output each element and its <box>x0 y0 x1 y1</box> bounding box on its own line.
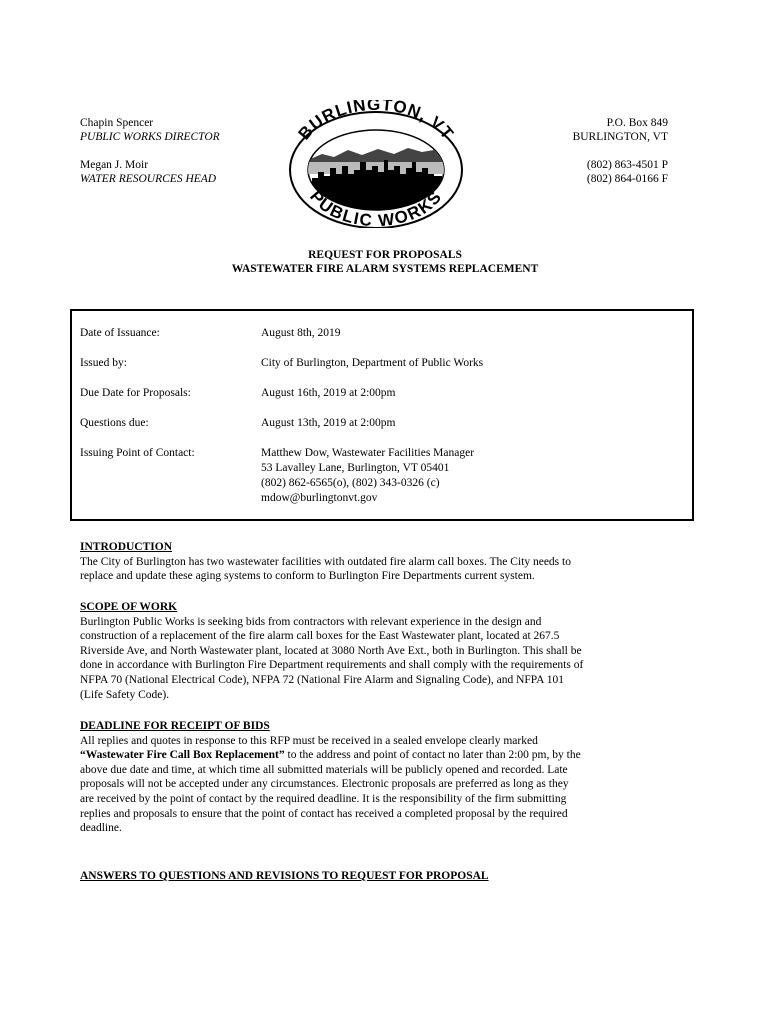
issuance-label: Date of Issuance: <box>80 327 160 339</box>
introduction-section <box>80 540 692 584</box>
svg-text:BURLINGTON, VT: BURLINGTON, VT <box>294 100 458 144</box>
po-box: P.O. Box 849 <box>606 117 668 129</box>
due-date-value: August 16th, 2019 at 2:00pm <box>261 387 396 399</box>
issuance-value: August 8th, 2019 <box>261 327 341 339</box>
scope-line: Burlington Public Works is seeking bids from contractors with relevant experience in the design and <box>80 615 542 628</box>
water-head-title: WATER RESOURCES HEAD <box>80 173 217 185</box>
scope-line: NFPA 70 (National Electrical Code), NFPA 72 (National Fire Alarm and Signaling Code), and NFPA 101 <box>80 673 564 686</box>
deadline-line: above due date and time, at which time all submitted materials will be publicly opened and recorded. Late <box>80 763 568 776</box>
rfp-heading: REQUEST FOR PROPOSALS <box>308 249 462 261</box>
deadline-line: deadline. <box>80 822 122 835</box>
deadline-section <box>80 719 692 836</box>
director-title: PUBLIC WORKS DIRECTOR <box>80 131 220 143</box>
burlington-public-works-logo <box>282 100 470 228</box>
issued-by-value: City of Burlington, Department of Public Works <box>261 357 484 369</box>
deadline-line: replies and proposals to ensure that the point of contact has received a completed proposal by the required <box>80 807 568 820</box>
intro-line: The City of Burlington has two wastewater facilities with outdated fire alarm call boxes. The City needs to <box>80 555 571 568</box>
due-date-label: Due Date for Proposals: <box>80 387 191 399</box>
rfp-subheading: WASTEWATER FIRE ALARM SYSTEMS REPLACEMENT <box>231 263 539 275</box>
contact-name: Matthew Dow, Wastewater Facilities Manager <box>261 447 475 459</box>
questions-due-label: Questions due: <box>80 417 149 429</box>
questions-due-value: August 13th, 2019 at 2:00pm <box>261 417 396 429</box>
scope-line: construction of a replacement of the fire alarm call boxes for the East Wastewater plant, located at 267.5 <box>80 630 560 643</box>
deadline-line <box>80 748 692 763</box>
scope-line: Riverside Ave, and North Wastewater plant, located at 3080 North Ave Ext., both in Burlington. This shall be <box>80 644 582 657</box>
water-head-name: Megan J. Moir <box>80 159 149 171</box>
deadline-title: DEADLINE FOR RECEIPT OF BIDS <box>80 720 270 732</box>
deadline-line: proposals will not be accepted under any circumstances. Electronic proposals are preferred as long as they <box>80 778 569 791</box>
phone-number: (802) 863-4501 P <box>586 159 668 171</box>
contact-phones: (802) 862-6565(o), (802) 343-0326 (c) <box>261 477 440 489</box>
deadline-line: are received by the point of contact by the required deadline. It is the responsibility of the firm submitting <box>80 792 567 805</box>
svg-text:PUBLIC WORKS: PUBLIC WORKS <box>306 186 446 228</box>
contact-label: Issuing Point of Contact: <box>80 447 195 459</box>
issued-by-label: Issued by: <box>80 357 127 369</box>
intro-line: replace and update these aging systems to conform to Burlington Fire Departments current system. <box>80 570 535 583</box>
city-state: BURLINGTON, VT <box>572 131 668 143</box>
scope-title: SCOPE OF WORK <box>80 601 178 613</box>
scope-line: (Life Safety Code). <box>80 688 170 701</box>
scope-line: done in accordance with Burlington Fire Department requirements and shall comply with the requirements of <box>80 659 584 672</box>
scope-section <box>80 600 692 702</box>
deadline-line-rest: to the address and point of contact no later than 2:00 pm, by the <box>284 749 581 762</box>
contact-email: mdow@burlingtonvt.gov <box>261 492 378 504</box>
fax-number: (802) 864-0166 F <box>586 173 668 185</box>
director-name: Chapin Spencer <box>80 117 154 129</box>
deadline-envelope-marking: “Wastewater Fire Call Box Replacement” <box>80 749 285 762</box>
answers-title: ANSWERS TO QUESTIONS AND REVISIONS TO REQUEST FOR PROPOSAL <box>80 870 489 882</box>
introduction-title: INTRODUCTION <box>80 541 173 553</box>
contact-address: 53 Lavalley Lane, Burlington, VT 05401 <box>261 462 450 474</box>
deadline-line: All replies and quotes in response to this RFP must be received in a sealed envelope clearly marked <box>80 734 538 747</box>
